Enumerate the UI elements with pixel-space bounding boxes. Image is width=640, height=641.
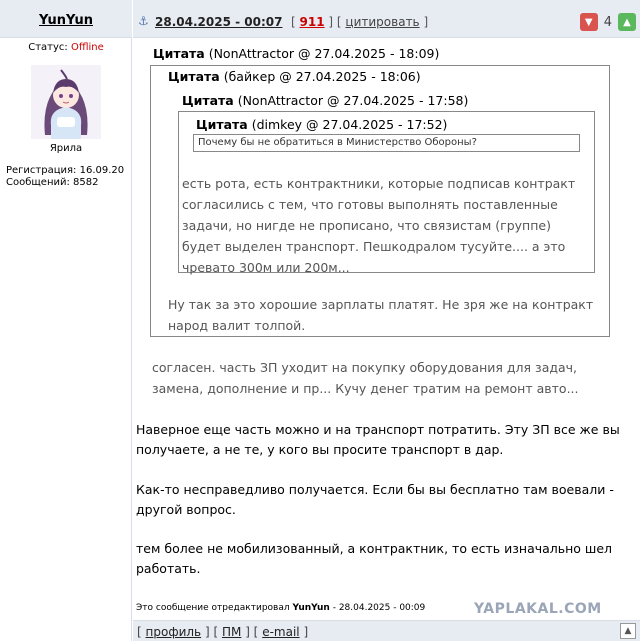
quote-link[interactable]: цитировать	[345, 15, 420, 29]
arrow-up-icon[interactable]: ▲	[620, 623, 636, 639]
quote-label: Цитата	[153, 46, 205, 61]
bracket: [	[291, 15, 296, 29]
bracket: ]	[303, 625, 309, 639]
quote-4-title	[196, 117, 447, 132]
status-label: Статус:	[28, 42, 68, 53]
quote-2-title	[168, 69, 421, 84]
email-link[interactable]: e-mail	[262, 625, 300, 639]
username-link[interactable]: YunYun	[39, 13, 93, 28]
registration-date: Регистрация: 16.09.20	[6, 165, 125, 176]
bracket: ] [	[204, 625, 219, 639]
bracket: ]	[423, 15, 429, 29]
quote-3-text: есть рота, есть контрактники, которые подписав контракт согласились с тем, что готовы выполнять поставленные задачи, но нигде не прописано, что связистам (группе) будет выделен транспорт. Пешкодралом тусуйте.... а это чревато 300м или 200м...	[182, 176, 576, 275]
user-status	[0, 42, 132, 53]
user-panel	[0, 0, 132, 641]
status-value: Offline	[70, 42, 104, 53]
post-paragraph: Наверное еще часть можно и на транспорт потратить. Эту ЗП все же вы получаете, а не те, у кого вы просите транспорт в дар.	[136, 422, 620, 457]
pm-link[interactable]: ПМ	[221, 625, 242, 639]
quote-meta: (dimkey @ 27.04.2025 - 17:52)	[251, 117, 448, 132]
quote-2-text: Ну так за это хорошие зарплаты платят. Не зря же на контракт народ валит толпой.	[168, 297, 594, 333]
thumbs-down-icon[interactable]: ▼	[580, 13, 598, 31]
post-date-link[interactable]: 28.04.2025 - 00:07	[155, 15, 283, 29]
site-watermark: YAPLAKAL.COM	[474, 601, 602, 617]
quote-label: Цитата	[182, 93, 234, 108]
anchor-icon[interactable]: ⚓	[138, 14, 149, 28]
footer-links	[137, 625, 308, 639]
quote-4-text: Почему бы не обратиться в Министерство Обороны?	[193, 134, 580, 152]
post-number-link[interactable]: 911	[299, 15, 325, 29]
profile-link[interactable]: профиль	[145, 625, 202, 639]
username-cell	[0, 0, 132, 38]
avatar[interactable]	[31, 65, 101, 139]
message-count: Сообщений: 8582	[6, 177, 99, 188]
post-paragraph: Как-то несправедливо получается. Если бы вы бесплатно там воевали - другой вопрос.	[136, 482, 614, 517]
quote-1-text: согласен. часть ЗП уходит на покупку оборудования для задач, замена, дополнение и пр... Кучу денег тратим на ремонт авто...	[152, 360, 579, 396]
post-header	[133, 0, 640, 38]
quote-meta: (байкер @ 27.04.2025 - 18:06)	[223, 69, 421, 84]
quote-label: Цитата	[196, 117, 248, 132]
quote-meta: (NonAttractor @ 27.04.2025 - 17:58)	[237, 93, 469, 108]
edit-user: YunYun	[292, 603, 330, 613]
quote-label: Цитата	[168, 69, 220, 84]
post-footer	[133, 620, 640, 641]
bracket: [	[137, 625, 142, 639]
avatar-caption: Ярила	[49, 143, 83, 154]
edit-time: - 28.04.2025 - 00:09	[332, 603, 426, 613]
rating-count: 4	[603, 14, 612, 30]
quote-meta: (NonAttractor @ 27.04.2025 - 18:09)	[208, 46, 440, 61]
header-links	[291, 15, 428, 29]
bracket: ] [	[245, 625, 259, 639]
quote-1-title	[153, 46, 439, 61]
thumbs-up-icon[interactable]: ▲	[618, 13, 636, 31]
bracket: ] [	[328, 15, 342, 29]
edit-prefix: Это сообщение отредактировал	[136, 603, 290, 613]
post-paragraph: тем более не мобилизованный, а контрактник, то есть изначально шел работать.	[136, 541, 613, 576]
rating-box	[580, 11, 636, 33]
quote-3-title	[182, 93, 468, 108]
edit-note	[136, 603, 425, 613]
